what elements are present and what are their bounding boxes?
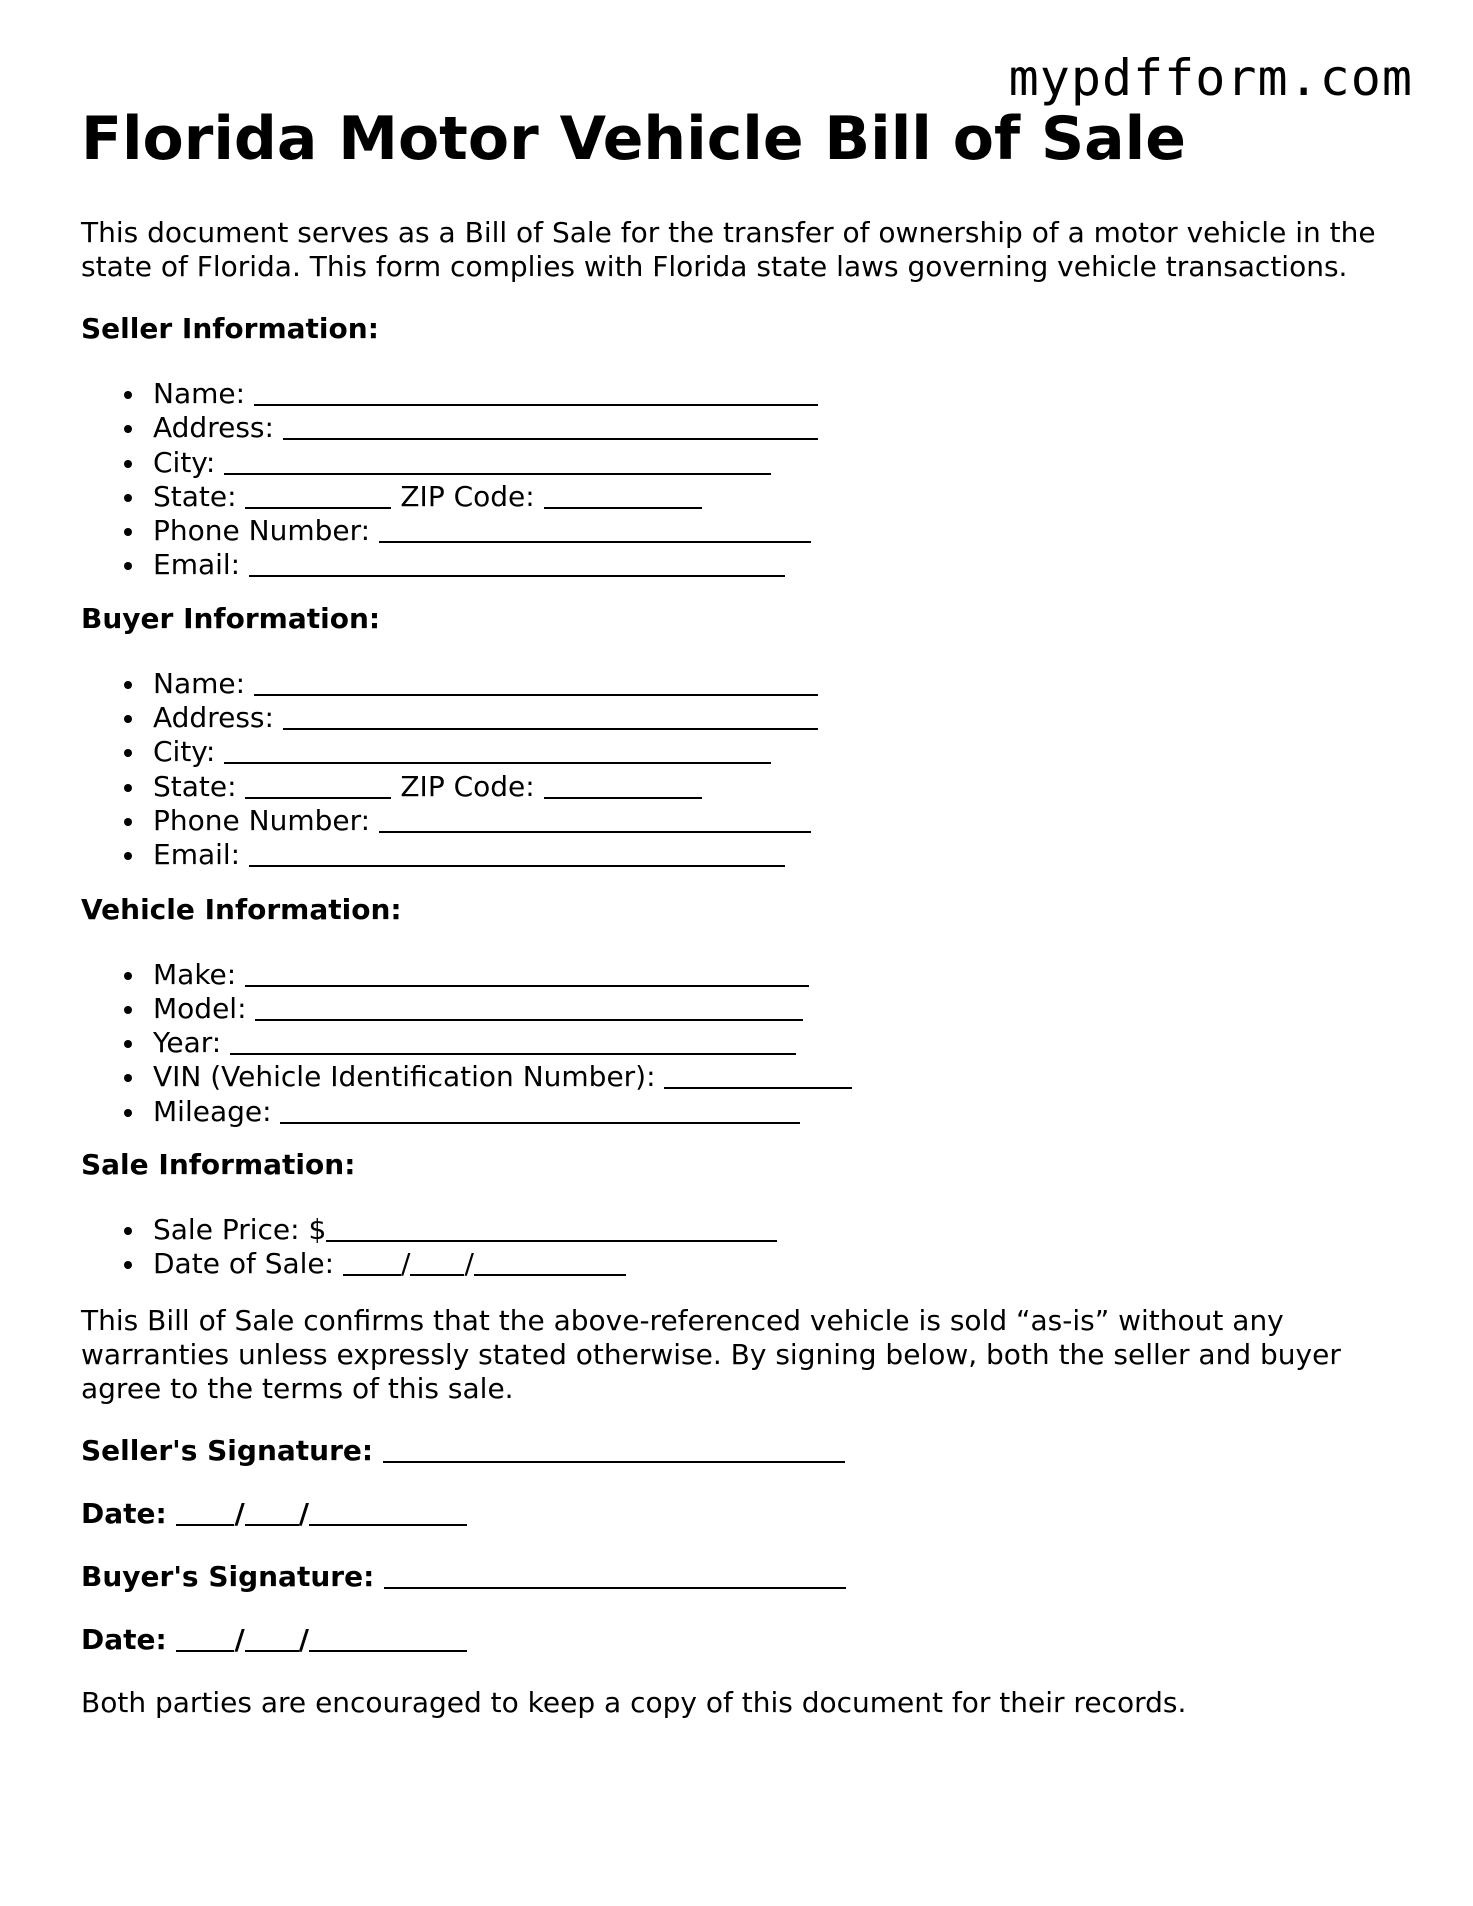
buyer-address-blank[interactable]: [283, 727, 818, 730]
seller-signature-line[interactable]: Seller's Signature:: [81, 1434, 1401, 1468]
buyer-date-line[interactable]: Date: / /: [81, 1623, 1401, 1657]
vehicle-year-blank[interactable]: [230, 1052, 796, 1055]
buyer-city-field[interactable]: City:: [153, 735, 1401, 769]
buyer-phone-blank[interactable]: [379, 830, 811, 833]
seller-date-month-blank[interactable]: [176, 1523, 234, 1526]
seller-date-day-blank[interactable]: [245, 1523, 299, 1526]
seller-email-field[interactable]: Email:: [153, 548, 1401, 582]
buyer-signature-blank[interactable]: [384, 1586, 846, 1589]
seller-signature-blank[interactable]: [383, 1460, 845, 1463]
buyer-fields-list: [81, 667, 1401, 873]
seller-phone-field[interactable]: Phone Number:: [153, 514, 1401, 548]
sale-fields-list: [81, 1213, 1401, 1282]
buyer-date-day-blank[interactable]: [245, 1649, 299, 1652]
sale-date-month-blank[interactable]: [343, 1273, 401, 1276]
seller-date-line[interactable]: Date: / /: [81, 1497, 1401, 1531]
vehicle-model-field[interactable]: Model:: [153, 992, 1401, 1026]
intro-paragraph: This document serves as a Bill of Sale for the transfer of ownership of a motor vehicle in the state of Florida. This form complies with Florida state laws governing vehicle transactions.: [81, 216, 1376, 283]
seller-email-blank[interactable]: [249, 574, 785, 577]
seller-city-field[interactable]: City:: [153, 446, 1401, 480]
buyer-section-heading: Buyer Information:: [81, 601, 381, 635]
page-title: Florida Motor Vehicle Bill of Sale: [81, 104, 1186, 174]
sale-section-heading: Sale Information:: [81, 1148, 356, 1182]
buyer-email-blank[interactable]: [249, 864, 785, 867]
terms-paragraph: This Bill of Sale confirms that the above-referenced vehicle is sold “as-is” without any warranties unless expressly stated otherwise. By signing below, both the seller and buyer agree to the terms of this sale.: [81, 1303, 1341, 1405]
buyer-date-month-blank[interactable]: [176, 1649, 234, 1652]
vehicle-model-blank[interactable]: [255, 1018, 803, 1021]
seller-name-blank[interactable]: [254, 403, 818, 406]
seller-fields-list: [81, 377, 1401, 583]
watermark: mypdfform.com: [1008, 49, 1413, 107]
sale-price-blank[interactable]: [326, 1239, 777, 1242]
sale-date-day-blank[interactable]: [410, 1273, 464, 1276]
buyer-phone-field[interactable]: Phone Number:: [153, 804, 1401, 838]
vehicle-make-field[interactable]: Make:: [153, 958, 1401, 992]
vehicle-vin-blank[interactable]: [664, 1086, 852, 1089]
buyer-name-field[interactable]: Name:: [153, 667, 1401, 701]
sale-date-year-blank[interactable]: [474, 1273, 626, 1276]
vehicle-vin-field[interactable]: VIN (Vehicle Identification Number):: [153, 1060, 1401, 1094]
seller-phone-blank[interactable]: [379, 540, 811, 543]
closing-note: Both parties are encouraged to keep a copy of this document for their records.: [81, 1685, 1187, 1719]
seller-state-zip-field[interactable]: State: ZIP Code:: [153, 480, 1401, 514]
seller-zip-blank[interactable]: [544, 506, 702, 509]
bill-of-sale-document: [81, 100, 1401, 1720]
vehicle-mileage-blank[interactable]: [280, 1121, 800, 1124]
vehicle-mileage-field[interactable]: Mileage:: [153, 1095, 1401, 1129]
buyer-name-blank[interactable]: [254, 693, 818, 696]
sale-date-field[interactable]: Date of Sale: / /: [153, 1247, 1401, 1281]
buyer-signature-line[interactable]: Buyer's Signature:: [81, 1560, 1401, 1594]
buyer-zip-blank[interactable]: [544, 796, 702, 799]
seller-section-heading: Seller Information:: [81, 312, 379, 345]
vehicle-section-heading: Vehicle Information:: [81, 892, 402, 926]
buyer-email-field[interactable]: Email:: [153, 838, 1401, 872]
vehicle-make-blank[interactable]: [245, 984, 809, 987]
seller-name-field[interactable]: Name:: [153, 377, 1401, 411]
buyer-state-blank[interactable]: [245, 796, 391, 799]
buyer-state-zip-field[interactable]: State: ZIP Code:: [153, 770, 1401, 804]
sale-price-field[interactable]: Sale Price: $: [153, 1213, 1401, 1247]
seller-address-field[interactable]: Address:: [153, 411, 1401, 445]
buyer-date-year-blank[interactable]: [309, 1649, 467, 1652]
seller-date-year-blank[interactable]: [309, 1523, 467, 1526]
seller-state-blank[interactable]: [245, 506, 391, 509]
vehicle-fields-list: [81, 958, 1401, 1129]
buyer-address-field[interactable]: Address:: [153, 701, 1401, 735]
buyer-city-blank[interactable]: [224, 761, 771, 764]
seller-address-blank[interactable]: [283, 437, 818, 440]
seller-city-blank[interactable]: [224, 472, 771, 475]
vehicle-year-field[interactable]: Year:: [153, 1026, 1401, 1060]
